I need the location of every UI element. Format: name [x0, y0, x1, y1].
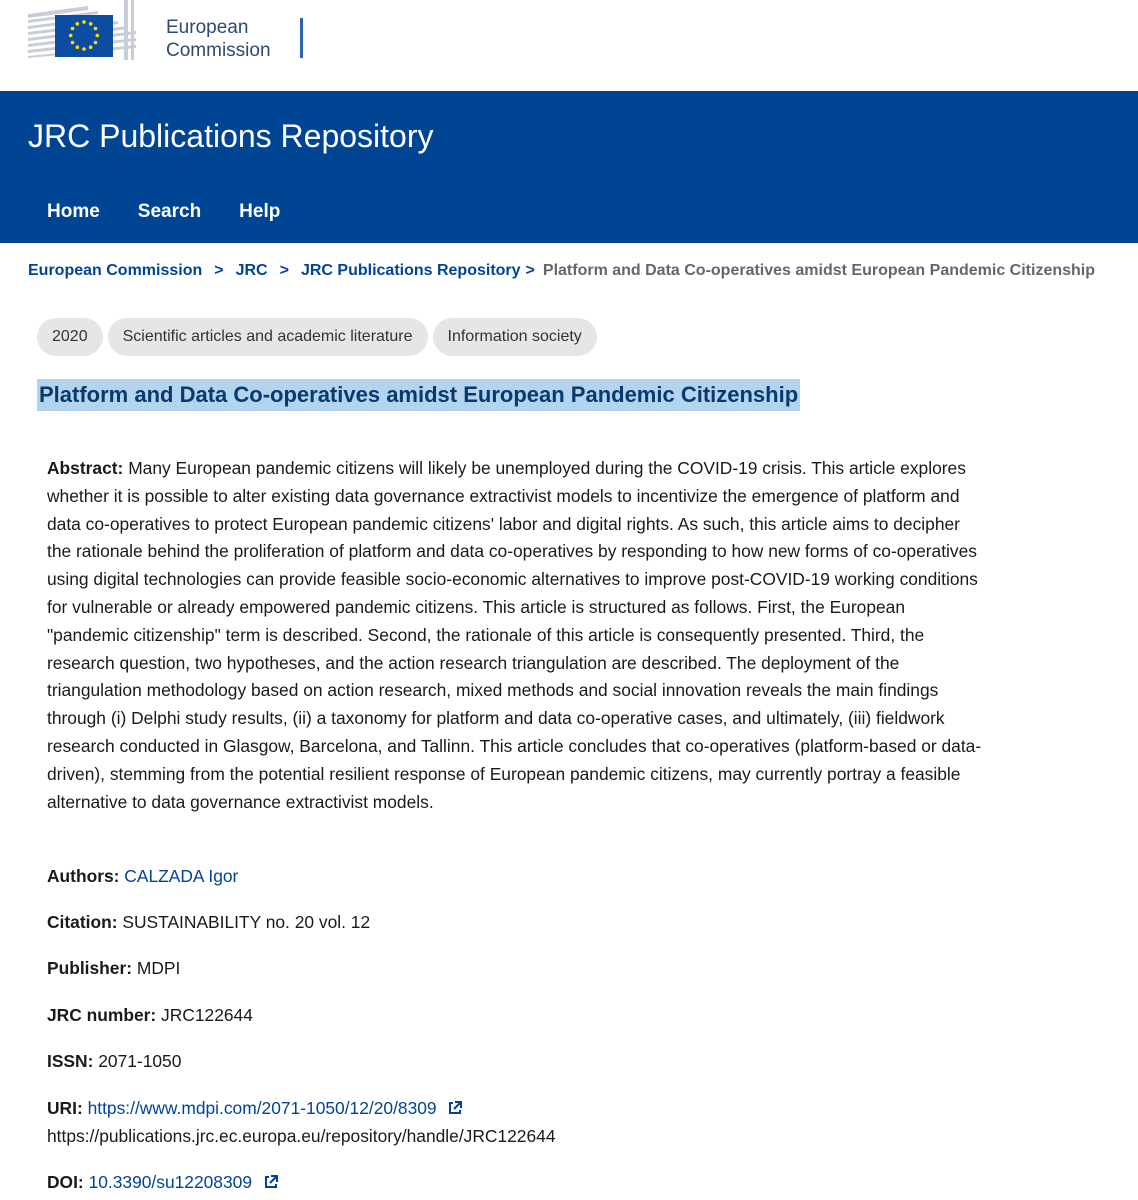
main-nav: [28, 197, 299, 227]
logo-line-2: Commission: [166, 40, 271, 61]
logo-line-1: European: [166, 17, 249, 38]
publisher-value: MDPI: [136, 958, 181, 978]
abstract: [47, 455, 982, 816]
breadcrumb-jrc[interactable]: JRC: [235, 262, 268, 279]
authors-field: [47, 863, 238, 891]
uri-label: URI:: [47, 1098, 83, 1118]
breadcrumb-separator: >: [525, 262, 535, 279]
doi-link[interactable]: 10.3390/su12208309: [88, 1172, 252, 1192]
uri-link[interactable]: https://www.mdpi.com/2071-1050/12/20/8309: [87, 1098, 437, 1118]
jrc-number-field: [47, 1002, 253, 1030]
top-logo-bar: [0, 0, 1138, 91]
nav-search[interactable]: Search: [137, 201, 202, 222]
issn-label: ISSN:: [47, 1051, 94, 1071]
tag-year[interactable]: 2020: [37, 318, 103, 356]
doi-field: [47, 1169, 279, 1197]
jrc-number-label: JRC number:: [47, 1005, 157, 1025]
article-title: Platform and Data Co-operatives amidst European Pandemic Citizenship: [37, 379, 800, 411]
breadcrumb-separator: >: [279, 262, 289, 279]
breadcrumb-european-commission[interactable]: European Commission: [28, 262, 203, 279]
site-title[interactable]: JRC Publications Repository: [28, 118, 434, 154]
issn-field: [47, 1048, 181, 1076]
author-link[interactable]: CALZADA Igor: [124, 866, 239, 886]
citation-value: SUSTAINABILITY no. 20 vol. 12: [122, 912, 371, 932]
issn-value: 2071-1050: [98, 1051, 182, 1071]
european-commission-logo[interactable]: [28, 0, 288, 62]
external-link-icon[interactable]: [447, 1100, 463, 1116]
abstract-label: Abstract:: [47, 458, 124, 478]
authors-label: Authors:: [47, 866, 120, 886]
tag-topic[interactable]: Information society: [433, 318, 597, 356]
abstract-text: Many European pandemic citizens will likely be unemployed during the COVID-19 crisis. This article explores whether it is possible to alter existing data governance extractivist models to incentivize the emergence of platform and data co-operatives to protect European pandemic citizens' labor and digital rights. As such, this article aims to decipher the rationale behind the proliferation of platform and data co-operatives by responding to how new forms of co-operatives using digital technologies can provide feasible socio-economic alternatives to improve post-COVID-19 working conditions for vulnerable or already empowered pandemic citizens. This article is structured as follows. First, the European "pandemic citizenship" term is described. Second, the rationale of this article is consequently presented. Third, the research question, two hypotheses, and the action research triangulation are described. The deployment of the triangulation methodology based on action research, mixed methods and social innovation reveals the main findings through (i) Delphi study results, (ii) a taxonomy for platform and data co-operative cases, and ultimately, (iii) fieldwork research conducted in Glasgow, Barcelona, and Tallinn. This article concludes that co-operatives (platform-based or data-driven), stemming from the potential resilient response of European pandemic citizens, may currently portray a feasible alternative to data governance extractivist models.: [47, 458, 982, 812]
citation-label: Citation:: [47, 912, 118, 932]
breadcrumb-separator: >: [214, 262, 224, 279]
logo-divider: [300, 18, 303, 58]
commission-building-icon: [28, 0, 138, 62]
breadcrumb: [28, 262, 1095, 280]
doi-label: DOI:: [47, 1172, 84, 1192]
breadcrumb-current: Platform and Data Co-operatives amidst European Pandemic Citizenship: [542, 262, 1096, 279]
site-header: [0, 91, 1138, 243]
logo-wordmark: [166, 16, 271, 62]
uri-repository: https://publications.jrc.ec.europa.eu/repository/handle/JRC122644: [47, 1125, 556, 1146]
nav-home[interactable]: Home: [47, 201, 100, 222]
publisher-field: [47, 955, 180, 983]
uri-field: [47, 1095, 556, 1151]
nav-help[interactable]: Help: [239, 201, 281, 222]
breadcrumb-repository[interactable]: JRC Publications Repository: [300, 262, 521, 279]
tag-list: [37, 318, 597, 356]
publisher-label: Publisher:: [47, 958, 133, 978]
citation-field: [47, 909, 370, 937]
tag-type[interactable]: Scientific articles and academic literature: [108, 318, 428, 356]
external-link-icon[interactable]: [263, 1174, 279, 1190]
jrc-number-value: JRC122644: [161, 1005, 253, 1025]
